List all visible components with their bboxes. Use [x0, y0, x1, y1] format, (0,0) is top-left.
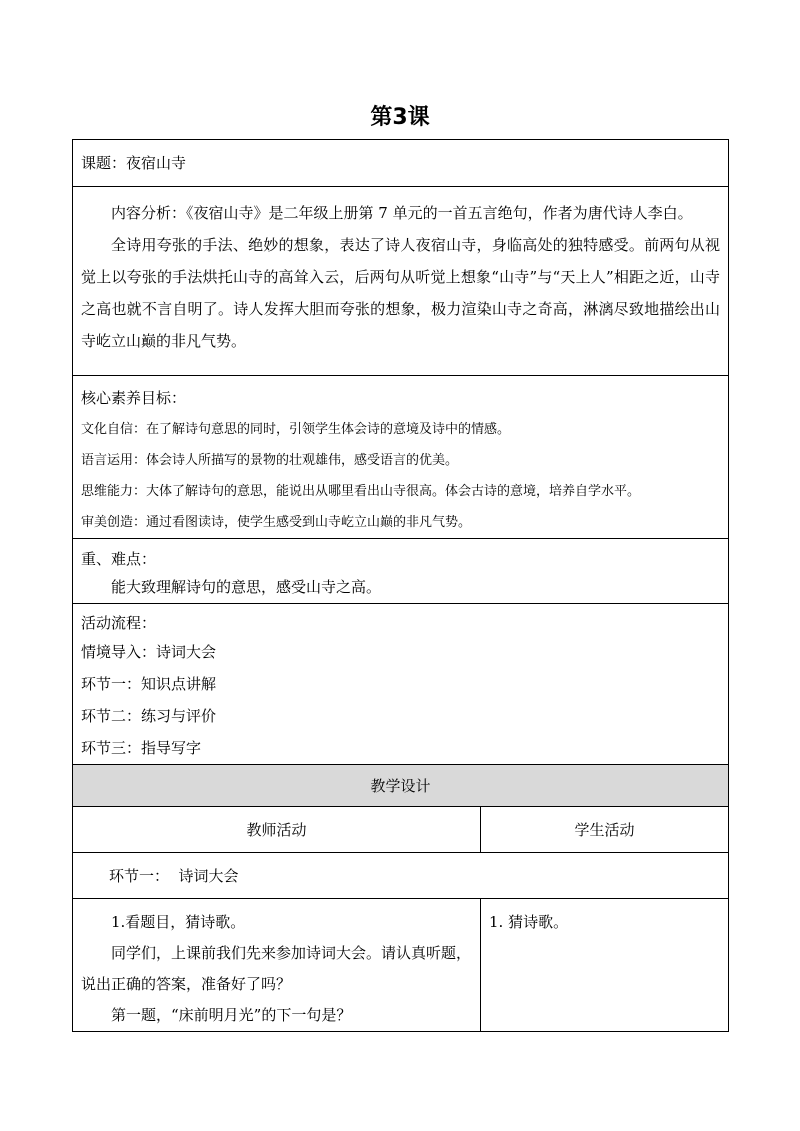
student-line-1: 1. 猜诗歌。 [489, 913, 569, 931]
teacher-line-2: 同学们，上课前我们先来参加诗词大会。请认真听题，说出正确的答案，准备好了吗？ [81, 944, 472, 993]
keypoints-cell [73, 539, 729, 604]
keypoints-heading: 重、难点： [81, 550, 157, 568]
teacher-activity-cell [73, 899, 481, 1032]
goal-item-aesthetic: 审美创造：通过看图读诗，使学生感受到山寺屹立山巅的非凡气势。 [81, 515, 472, 530]
design-heading: 教学设计 [73, 765, 729, 807]
page-title: 第3课 [370, 105, 430, 130]
activity-header-row [73, 807, 729, 853]
student-activity-header: 学生活动 [481, 807, 729, 853]
goal-item-language: 语言运用：体会诗人所描写的景物的壮观雄伟，感受语言的优美。 [81, 453, 459, 468]
analysis-paragraph-1: 内容分析：《夜宿山寺》是二年级上册第 7 单元的一首五言绝句，作者为唐代诗人李白。 [111, 204, 693, 222]
teacher-line-3: 第一题，“床前明月光”的下一句是？ [111, 1006, 352, 1024]
goals-cell [73, 376, 729, 539]
flow-item-step-1: 环节一：知识点讲解 [81, 675, 217, 693]
flow-row [73, 604, 729, 765]
flow-heading: 活动流程： [81, 614, 157, 632]
keypoints-text: 能大致理解诗句的意思，感受山寺之高。 [111, 578, 382, 596]
goals-row [73, 376, 729, 539]
goal-item-thinking: 思维能力：大体了解诗句的意思，能说出从哪里看出山寺很高。体会古诗的意境，培养自学水平。 [81, 484, 641, 499]
topic-text: 课题：夜宿山寺 [81, 154, 187, 172]
analysis-paragraph-2: 全诗用夸张的手法、绝妙的想象，表达了诗人夜宿山寺，身临高处的独特感受。前两句从视觉上以夸张的手法烘托山寺的高耸入云，后两句从听觉上想象“山寺”与“天上人”相距之近，山寺之高也就不言自明了。诗人发挥大胆而夸张的想象，极力渲染山寺之奇高，淋漓尽致地描绘出山寺屹立山巅的非凡气势。 [81, 236, 721, 350]
lesson-plan-table [72, 139, 729, 1032]
student-activity-cell [481, 899, 729, 1032]
keypoints-row [73, 539, 729, 604]
analysis-row [73, 187, 729, 376]
flow-item-step-3: 环节三：指导写字 [81, 739, 202, 757]
section-title: 环节一： 诗词大会 [73, 853, 729, 899]
goal-item-culture: 文化自信：在了解诗句意思的同时，引领学生体会诗的意境及诗中的情感。 [81, 422, 511, 437]
activity-content-row [73, 899, 729, 1032]
flow-item-intro: 情境导入：诗词大会 [81, 643, 217, 661]
section-row [73, 853, 729, 899]
topic-row [73, 140, 729, 187]
flow-item-step-2: 环节二：练习与评价 [81, 707, 217, 725]
teacher-line-1: 1.看题目，猜诗歌。 [111, 913, 246, 931]
goals-heading: 核心素养目标： [81, 389, 187, 407]
design-heading-row [73, 765, 729, 807]
flow-cell [73, 604, 729, 765]
topic-cell [73, 140, 729, 187]
teacher-activity-header: 教师活动 [73, 807, 481, 853]
analysis-cell [73, 187, 729, 376]
